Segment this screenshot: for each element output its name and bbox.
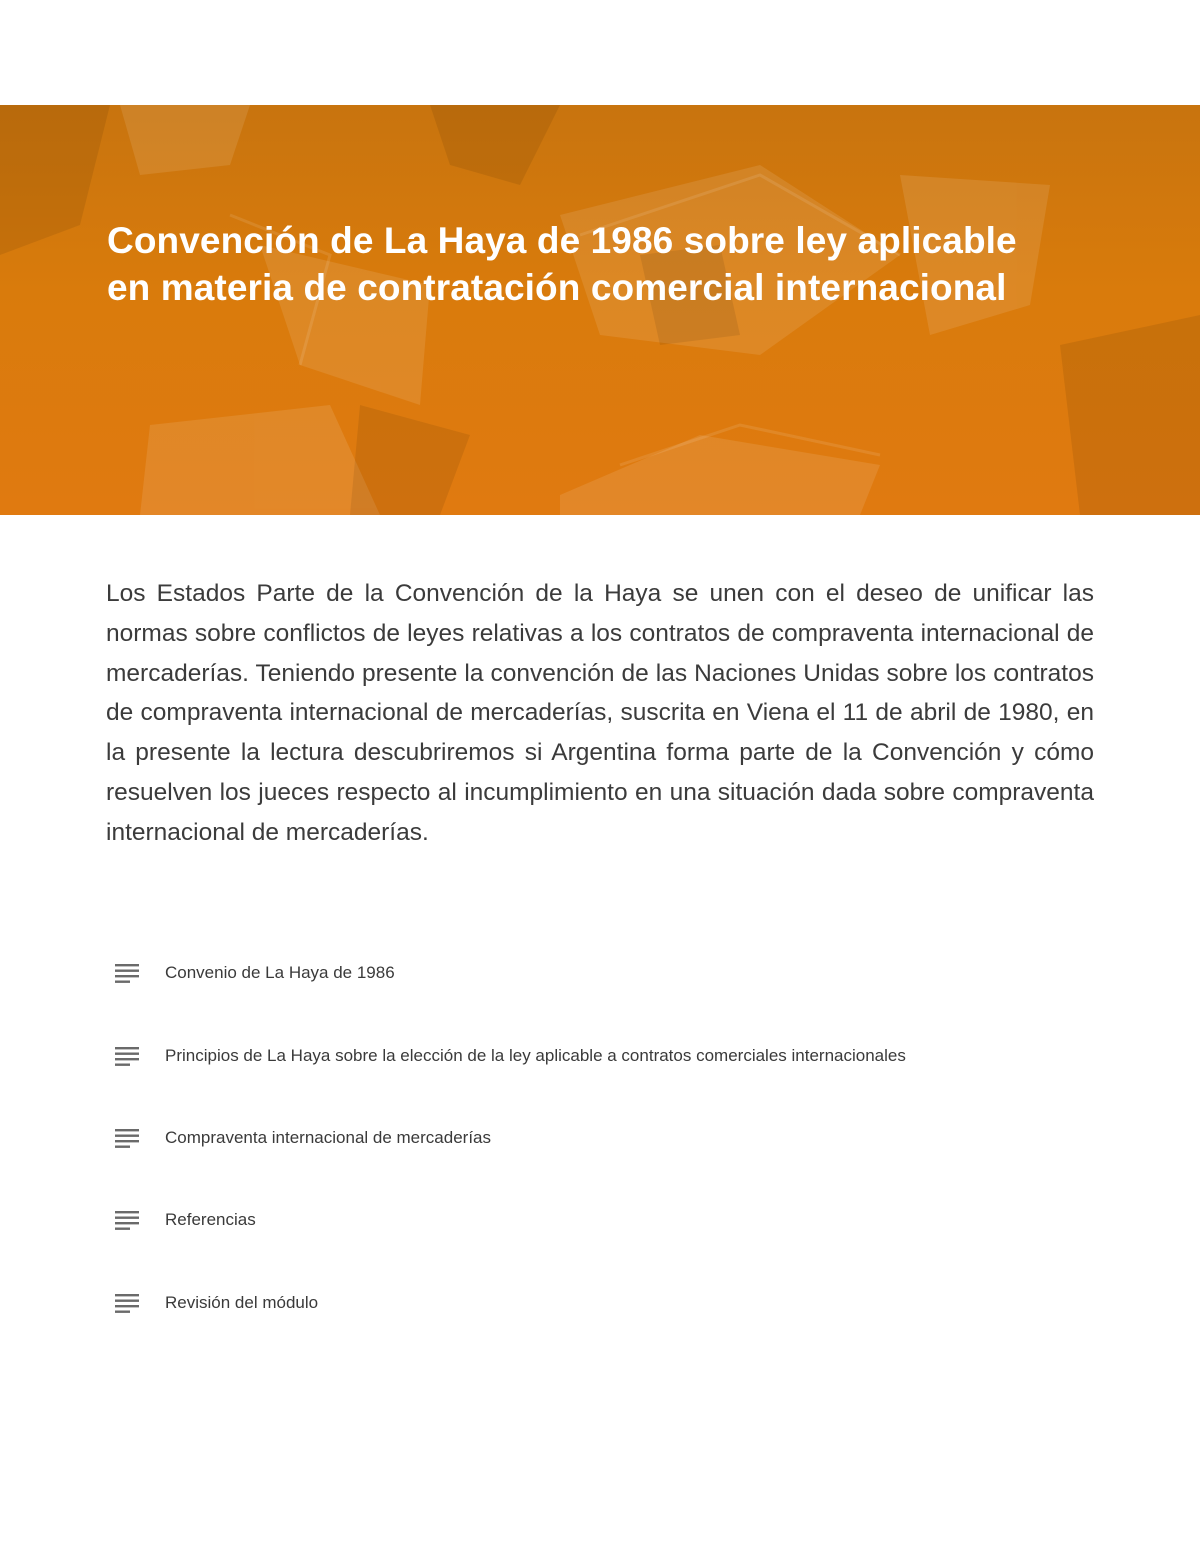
lesson-label: Referencias — [165, 1210, 256, 1229]
page-title-line-1: Convención de La Haya de 1986 sobre ley aplicable — [107, 220, 1017, 261]
lesson-label: Principios de La Haya sobre la elección de la ley aplicable a contratos comerciales internacionales — [165, 1046, 906, 1065]
lesson-item-revision[interactable] — [0, 1271, 1200, 1311]
lesson-item-convenio[interactable] — [0, 941, 1200, 981]
lesson-item-principios[interactable] — [0, 1024, 1200, 1064]
page-title-line-2: en materia de contratación comercial internacional — [107, 267, 1007, 308]
text-lines-icon — [115, 1294, 139, 1314]
lesson-label: Convenio de La Haya de 1986 — [165, 963, 395, 982]
text-lines-icon — [115, 1211, 139, 1231]
page-title — [107, 217, 1097, 311]
lesson-label: Revisión del módulo — [165, 1293, 319, 1312]
lesson-item-compraventa[interactable] — [0, 1106, 1200, 1146]
lesson-item-referencias[interactable] — [0, 1188, 1200, 1228]
lesson-label: Compraventa internacional de mercaderías — [165, 1128, 492, 1147]
header-banner — [0, 105, 1200, 515]
text-lines-icon — [115, 1129, 139, 1149]
text-lines-icon — [115, 1047, 139, 1067]
intro-paragraph: Los Estados Parte de la Convención de la Haya se unen con el deseo de unificar las normas sobre conflictos de leyes relativas a los contratos de compraventa internacional de mercaderías. Teniendo presente la convención de las Naciones Unidas sobre los contratos de compraventa internacional de mercaderías, suscrita en Viena el 11 de abril de 1980, en la presente la lectura descubriremos si Argentina forma parte de la Convención y cómo resuelven los jueces respecto al incumplimiento en una situación dada sobre compraventa internacional de mercaderías. — [106, 580, 1094, 846]
text-lines-icon — [115, 964, 139, 984]
